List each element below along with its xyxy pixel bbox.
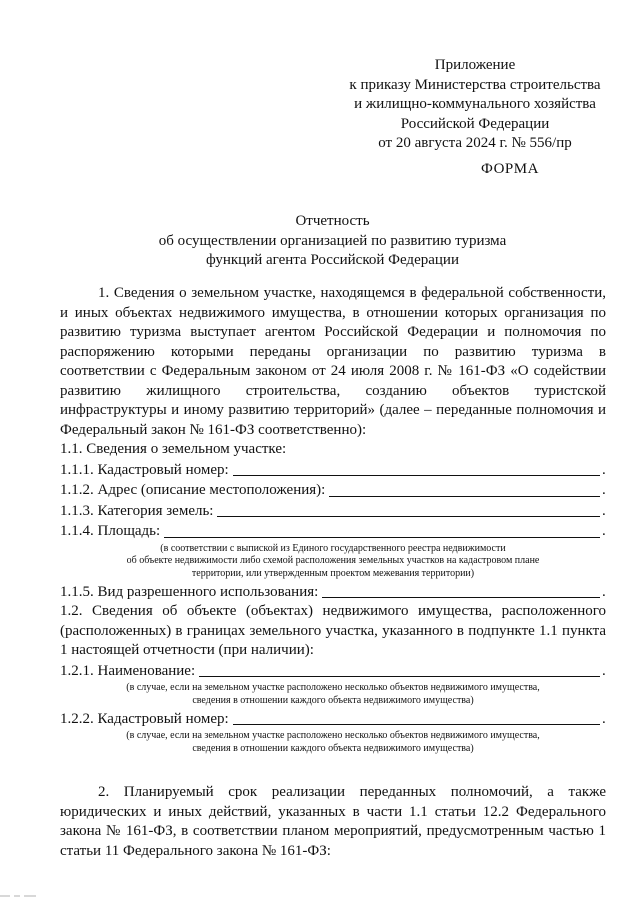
appendix-line: к приказу Министерства строительства <box>349 76 601 93</box>
scan-artifact <box>0 893 80 899</box>
document-title <box>60 212 605 271</box>
object-name-field[interactable] <box>199 676 600 677</box>
note-line: (в соответствии с выпиской из Единого государственного реестра недвижимости <box>160 542 506 554</box>
note-line: сведения в отношении каждого объекта недвижимого имущества) <box>192 695 474 707</box>
note-line: сведения в отношении каждого объекта недвижимого имущества) <box>192 743 474 755</box>
appendix-line: Российской Федерации <box>400 115 550 132</box>
line-end: . <box>602 583 606 600</box>
title-line: об осуществлении организацией по развитию туризма <box>158 232 507 249</box>
appendix-line: Приложение <box>434 57 516 73</box>
note-line: (в случае, если на земельном участке расположено несколько объектов недвижимого имущества, <box>126 730 540 742</box>
cadastral-number-field-row <box>60 460 606 481</box>
field-label: 1.1.5. Вид разрешенного использования: <box>60 583 319 600</box>
appendix-line: и жилищно-коммунального хозяйства <box>354 96 596 112</box>
field-label: 1.1.4. Площадь: <box>60 523 161 539</box>
area-field-note <box>60 543 606 581</box>
field-label: 1.1.3. Категория земель: <box>60 502 214 519</box>
permitted-use-field[interactable] <box>322 597 600 598</box>
line-end: . <box>602 523 606 539</box>
land-category-field[interactable] <box>217 516 600 517</box>
object-cadastral-field-row <box>60 709 606 730</box>
field-label: 1.2.1. Наименование: <box>60 662 196 679</box>
area-field[interactable] <box>164 537 600 538</box>
section-1-1-heading: 1.1. Сведения о земельном участке: <box>60 441 287 457</box>
address-field-row <box>60 480 606 501</box>
appendix-header <box>340 56 610 154</box>
line-end: . <box>602 710 606 727</box>
section-2-paragraph: 2. Планируемый срок реализации переданных полномочий, а также юридических и иных действий, указанных в части 1.1 статьи 12.2 Федерального закона № 161-ФЗ, в соответствии планом мероприятий, предусмотренным частью 1 статьи 11 Федерального закона № 161-ФЗ: <box>60 784 606 859</box>
object-name-note <box>60 682 606 708</box>
title-line: функций агента Российской Федерации <box>206 252 459 268</box>
field-label: 1.1.1. Кадастровый номер: <box>60 461 229 478</box>
object-name-field-row <box>60 661 606 682</box>
permitted-use-field-row <box>60 582 606 603</box>
land-category-field-row <box>60 501 606 522</box>
title-line: Отчетность <box>295 213 370 229</box>
document-body <box>60 284 606 861</box>
cadastral-number-field[interactable] <box>233 475 600 476</box>
field-label: 1.2.2. Кадастровый номер: <box>60 710 229 727</box>
section-1-intro: 1. Сведения о земельном участке, находящемся в федеральной собственности, и иных объектах недвижимого имущества, в отношении которых организация по развитию туризма выступает агентом Российской Федерации и полномочия по распоряжению которыми переданы организации по развитию туризма в соответствии с Федеральным законом от 24 июля 2008 г. № 161-ФЗ «О содействии развитию жилищного строительства, созданию объектов туристской инфраструктуры и иному развитию территорий» (далее – переданные полномочия и Федеральный закон № 161-ФЗ соответственно): <box>60 285 606 438</box>
area-field-row <box>60 521 606 542</box>
note-line: об объекте недвижимости либо схемой расположения земельных участков на кадастровом плане <box>126 555 540 567</box>
appendix-line: от 20 августа 2024 г. № 556/пр <box>378 135 572 151</box>
section-1-2-paragraph: 1.2. Сведения об объекте (объектах) недвижимого имущества, расположенного (расположенных) в границах земельного участка, указанного в подпункте 1.1 пункта 1 настоящей отчетности (при наличии): <box>60 603 606 659</box>
note-line: территории, или утвержденным проектом межевания территории) <box>191 568 475 580</box>
field-label: 1.1.2. Адрес (описание местоположения): <box>60 482 326 498</box>
address-field[interactable] <box>329 496 600 497</box>
line-end: . <box>602 461 606 478</box>
form-label: ФОРМА <box>481 161 539 177</box>
object-cadastral-note <box>60 730 606 756</box>
note-line: (в случае, если на земельном участке расположено несколько объектов недвижимого имущества, <box>126 682 540 694</box>
line-end: . <box>602 662 606 679</box>
line-end: . <box>602 482 606 498</box>
line-end: . <box>602 502 606 519</box>
object-cadastral-field[interactable] <box>233 724 600 725</box>
